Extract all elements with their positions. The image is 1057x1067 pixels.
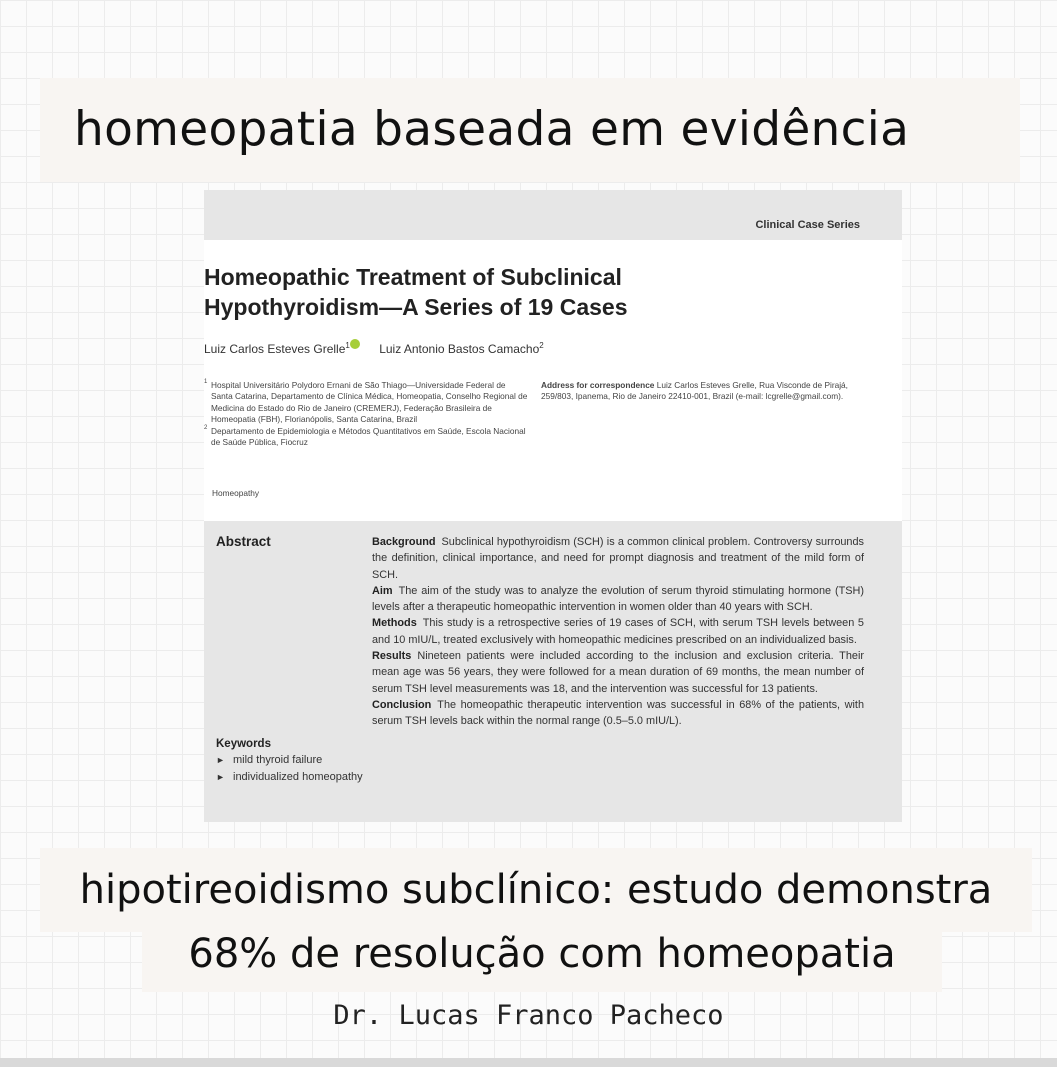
abstract-section-conclusion [372, 697, 864, 730]
section-label: Aim [372, 584, 393, 597]
abstract-section-aim [372, 583, 864, 616]
journal-name: Homeopathy [212, 488, 260, 498]
affiliation-2-text: Departamento de Epidemiologia e Métodos Quantitativos em Saúde, Escola Nacional de Saúde Pública, Fiocruz [211, 425, 526, 448]
abstract-section-results [372, 648, 864, 697]
abstract-box [204, 521, 902, 822]
keyword-item [216, 752, 366, 768]
author-1: Luiz Carlos Esteves Grelle [204, 342, 346, 356]
paper-excerpt [204, 190, 902, 822]
orcid-icon [350, 339, 360, 349]
affiliations [204, 380, 529, 448]
title-line-1: Homeopathic Treatment of Subclinical [204, 264, 622, 290]
section-text: Subclinical hypothyroidism (SCH) is a common clinical problem. Controversy surrounds the definition, clinical importance, and need for prompt diagnosis and treatment of the mild form of SCH. [372, 536, 864, 581]
correspondence-text: Luiz Carlos Esteves Grelle, Rua Visconde de Pirajá, 259/803, Ipanema, Rio de Janeiro 22410-001, Brazil (e-mail: lcgrelle@gmail.com). [541, 380, 848, 402]
bottom-banner-line-2: 68% de resolução com homeopatia [142, 930, 942, 992]
affiliation-1 [204, 380, 529, 426]
correspondence-address [541, 380, 871, 403]
abstract-section-methods [372, 615, 864, 648]
affiliation-1-number: 1 [204, 379, 208, 385]
author-2: Luiz Antonio Bastos Camacho [379, 342, 540, 356]
section-label: Conclusion [372, 698, 432, 711]
abstract-heading: Abstract [216, 534, 271, 549]
section-text: The homeopathic therapeutic intervention was successful in 68% of the patients, with serum TSH levels back within the normal range (0.5–5.0 mIU/L). [372, 698, 864, 728]
author-2-affiliation-mark: 2 [539, 341, 544, 350]
section-label: Background [372, 536, 436, 548]
keywords-panel [216, 736, 366, 785]
keyword-text: mild thyroid failure [233, 754, 323, 767]
affiliation-2-number: 2 [204, 424, 208, 431]
series-label: Clinical Case Series [755, 219, 860, 231]
affiliation-2 [204, 426, 529, 449]
bottom-banner-line-1: hipotireoidismo subclínico: estudo demonstra [40, 848, 1032, 932]
keyword-text: individualized homeopathy [233, 770, 363, 783]
top-banner-title: homeopatia baseada em evidência [40, 78, 1020, 182]
abstract-section-background [372, 534, 864, 583]
author-1-affiliation-mark: 1 [345, 341, 350, 350]
keywords-heading: Keywords [216, 738, 271, 750]
arrow-right-icon: ► [216, 771, 225, 782]
arrow-right-icon: ► [216, 755, 225, 766]
bottom-strip [0, 1058, 1057, 1067]
keyword-item [216, 769, 366, 785]
section-text: This study is a retrospective series of 19 cases of SCH, with serum TSH levels between 5 and 10 mIU/L, treated exclusively with homeopathic medicines prescribed on an individualized basis. [372, 617, 864, 646]
author-list [204, 339, 544, 356]
affiliation-1-text: Hospital Universitário Polydoro Ernani de São Thiago—Universidade Federal de Santa Catarina, Departamento de Clínica Médica, Homeopatia, Conselho Regional de Medicina do Estado do Rio de Janeiro (CREMERJ), Federação Brasileira de Homeopatia (FBH), Florianópolis, Santa Catarina, Brazil [211, 380, 528, 425]
correspondence-label: Address for correspondence [541, 380, 655, 390]
slide-author: Dr. Lucas Franco Pacheco [333, 1000, 724, 1031]
title-line-2: Hypothyroidism—A Series of 19 Cases [204, 294, 628, 320]
article-title [204, 262, 764, 322]
section-text: Nineteen patients were included according to the inclusion and exclusion criteria. Their mean age was 56 years, they were followed for a mean duration of 69 months, the mean number of serum TSH level measurements was 18, and the intervention was successful for 13 patients. [372, 650, 864, 695]
paper-header-bar [204, 190, 902, 240]
section-label: Methods [372, 617, 417, 630]
section-text: The aim of the study was to analyze the evolution of serum thyroid stimulating hormone (TSH) levels after a therapeutic homeopathic intervention in women older than 40 years with SCH. [372, 584, 864, 614]
section-label: Results [372, 650, 412, 663]
abstract-body [372, 534, 864, 730]
